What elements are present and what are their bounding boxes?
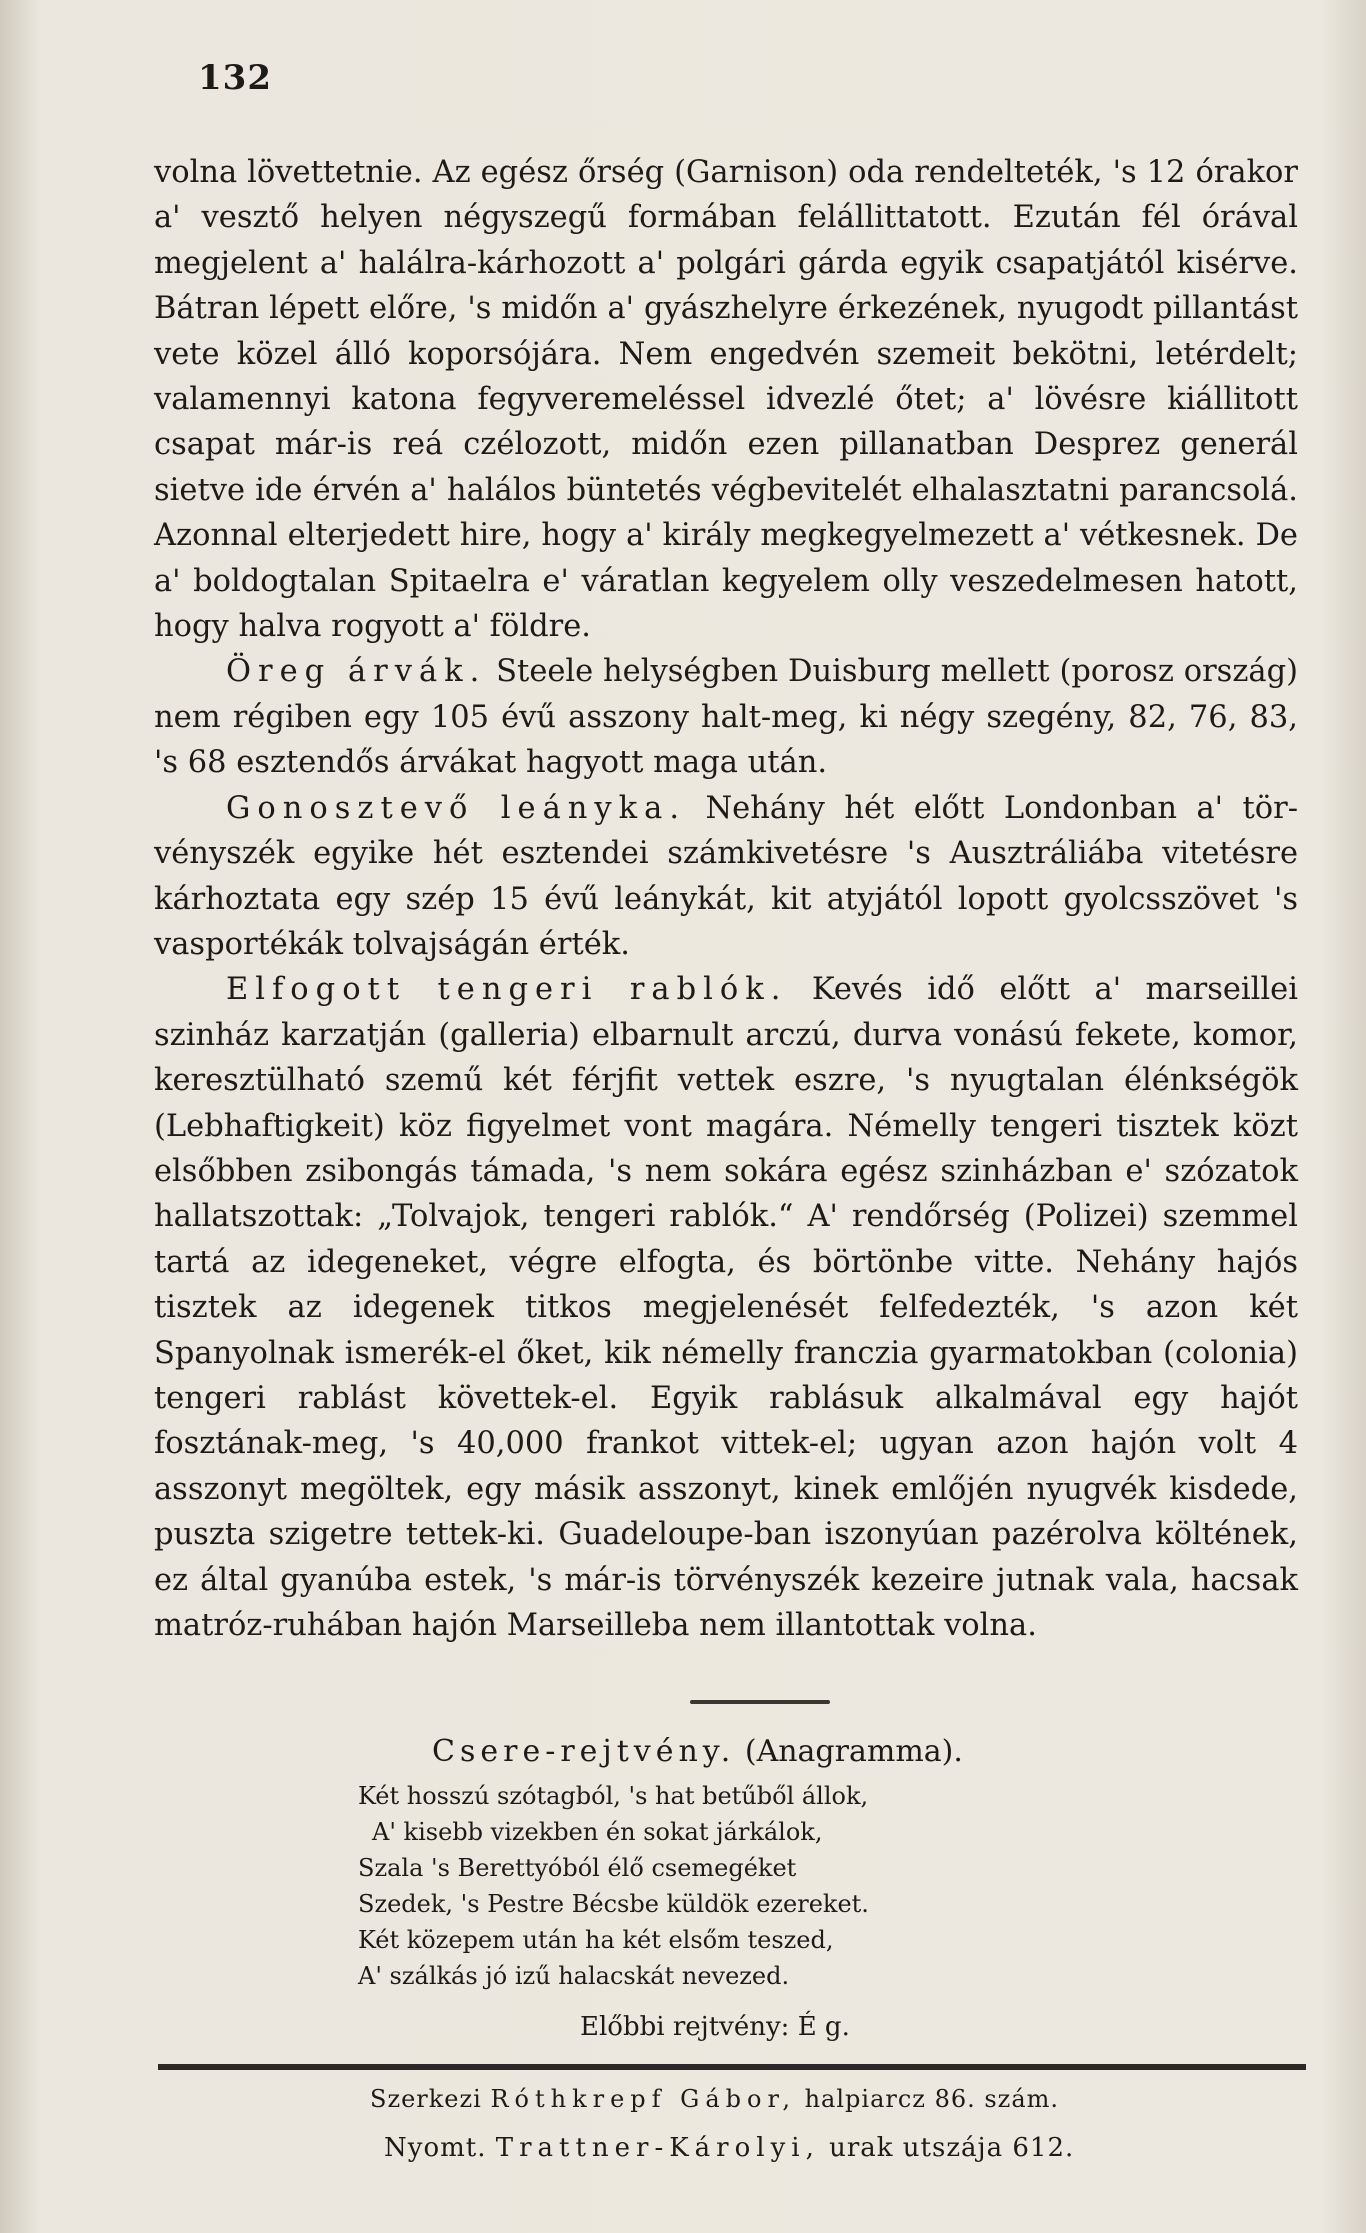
editor-prefix: Szerkezi: [370, 2085, 482, 2113]
editor-name: Róthkrepf Gábor,: [490, 2085, 796, 2113]
previous-label: Előbbi rejtvény:: [580, 2012, 790, 2042]
riddle-heading: [432, 1732, 963, 1772]
poem-line: A' szálkás jó izű halacskát nevezed.: [358, 1962, 790, 1990]
editor-imprint: [370, 2085, 1059, 2113]
previous-riddle-answer: [580, 2012, 850, 2042]
paragraph-pirates: [154, 967, 1298, 1648]
printer-name: Trattner-Károlyi,: [495, 2133, 820, 2163]
printer-address: urak utszája 612.: [829, 2133, 1075, 2163]
paragraph-lead: Elfogott tengeri rablók.: [226, 972, 788, 1008]
printer-prefix: Nyomt.: [384, 2133, 487, 2163]
footer-rule: [158, 2064, 1306, 2070]
riddle-title: Csere-rejtvény.: [432, 1734, 736, 1769]
poem-line: Két közepem után ha két elsőm teszed,: [358, 1926, 834, 1954]
paragraph-old-orphans: [154, 649, 1298, 785]
riddle-poem: [358, 1778, 869, 1994]
poem-line: Szedek, 's Pestre Bécsbe küldök ezereket.: [358, 1890, 869, 1918]
paragraph-text: volna lövettetnie. Az egész őrség (Garnison) oda rendelteték, 's 12 órakor a' vesztő helyen négyszegű formában felállittatott. Ezután fél órával megjelent a' halálra-kárhozott a' polgári gárda egyik csapatjától kisérve. Bátran lépett előre, 's midőn a' gyászhelyre érkezének, nyugodt pillantást vete közel álló koporsójára. Nem engedvén szemeit bekötni, letérdelt; valamennyi katona fegyveremeléssel idvezlé őtet; a' lövésre kiállitott csapat már-is reá czélozott, midőn ezen pillanatban Desprez generál sietve ide érvén a' halálos büntetés végbevitelét elhalasztatni parancsolá. Azonnal elterjedett hire, hogy a' király megkegyelmezett a' vétkesnek. De a' boldogtalan Spitaelra e' váratlan kegyelem olly veszedelmesen hatott, hogy halva rogyott a' földre.: [154, 155, 1298, 645]
paragraph-text: Steele helységben Duisburg mellett (porosz ország) nem régiben egy 105 évű asszony halt-meg, ki négy szegény, 82, 76, 83, 's 68 esztendős árvákat hagyott maga után.: [154, 654, 1298, 781]
poem-line: Két hosszú szótagból, 's hat betűből állok,: [358, 1782, 869, 1810]
page-number: 132: [198, 58, 272, 98]
riddle-subtitle: (Anagramma).: [744, 1734, 963, 1769]
paragraph-lead: Gonosztevő leányka.: [226, 790, 687, 826]
editor-address: halpiarcz 86. szám.: [804, 2085, 1060, 2113]
paragraph-text: Nehány hét előtt Londonban a' törvényszék egyike hét esztendei számkivetésre 's Ausztráliába vitetésre kárhoztata egy szép 15 évű leánykát, kit atyjától lopott gyolcsszövet 's vasportékák tolvajságán érték.: [154, 790, 1298, 962]
section-divider: [690, 1700, 830, 1704]
paragraph-lead: Öreg árvák.: [226, 654, 487, 690]
printer-imprint: [384, 2133, 1074, 2163]
poem-line: A' kisebb vizekben én sokat járkálok,: [372, 1818, 823, 1846]
paragraph-text: Kevés idő előtt a' marseillei szinház karzatján (galleria) elbarnult arczú, durva vonású fekete, komor, keresztülható szemű két férjfit vettek eszre, 's nyugtalan élénkségök (Lebhaftigkeit) köz figyelmet vont magára. Némelly tengeri tisztek közt elsőbben zsibongás támada, 's nem sokára egész szinházban e' szózatok hallatszottak: „Tolvajok, tengeri rablók.“ A' rendőrség (Polizei) szemmel tartá az idegeneket, végre elfogta, és börtönbe vitte. Nehány hajós tisztek az idegenek titkos megjelenését felfedezték, 's azon két Spanyolnak ismerék-el őket, kik némelly franczia gyarmatokban (colonia) tengeri rablást követtek-el. Egyik rablásuk alkalmával egy hajót fosztának-meg, 's 40,000 frankot vittek-el; ugyan azon hajón volt 4 asszonyt megöltek, egy másik asszonyt, kinek emlőjén nyugvék kisdede, puszta szigetre tettek-ki. Guadeloupe-ban iszonyúan pazérolva költének, ez által gyanúba estek, 's már-is törvényszék kezeire jutnak vala, hacsak matróz-ruhában hajón Marseilleba nem illantottak volna.: [154, 972, 1298, 1643]
paragraph-criminal-girl: [154, 786, 1298, 968]
paragraph-spitael: [154, 150, 1298, 649]
previous-answer: É g.: [797, 2012, 850, 2042]
poem-line: Szala 's Berettyóból élő csemegéket: [358, 1854, 797, 1882]
article-body: [154, 150, 1298, 1648]
